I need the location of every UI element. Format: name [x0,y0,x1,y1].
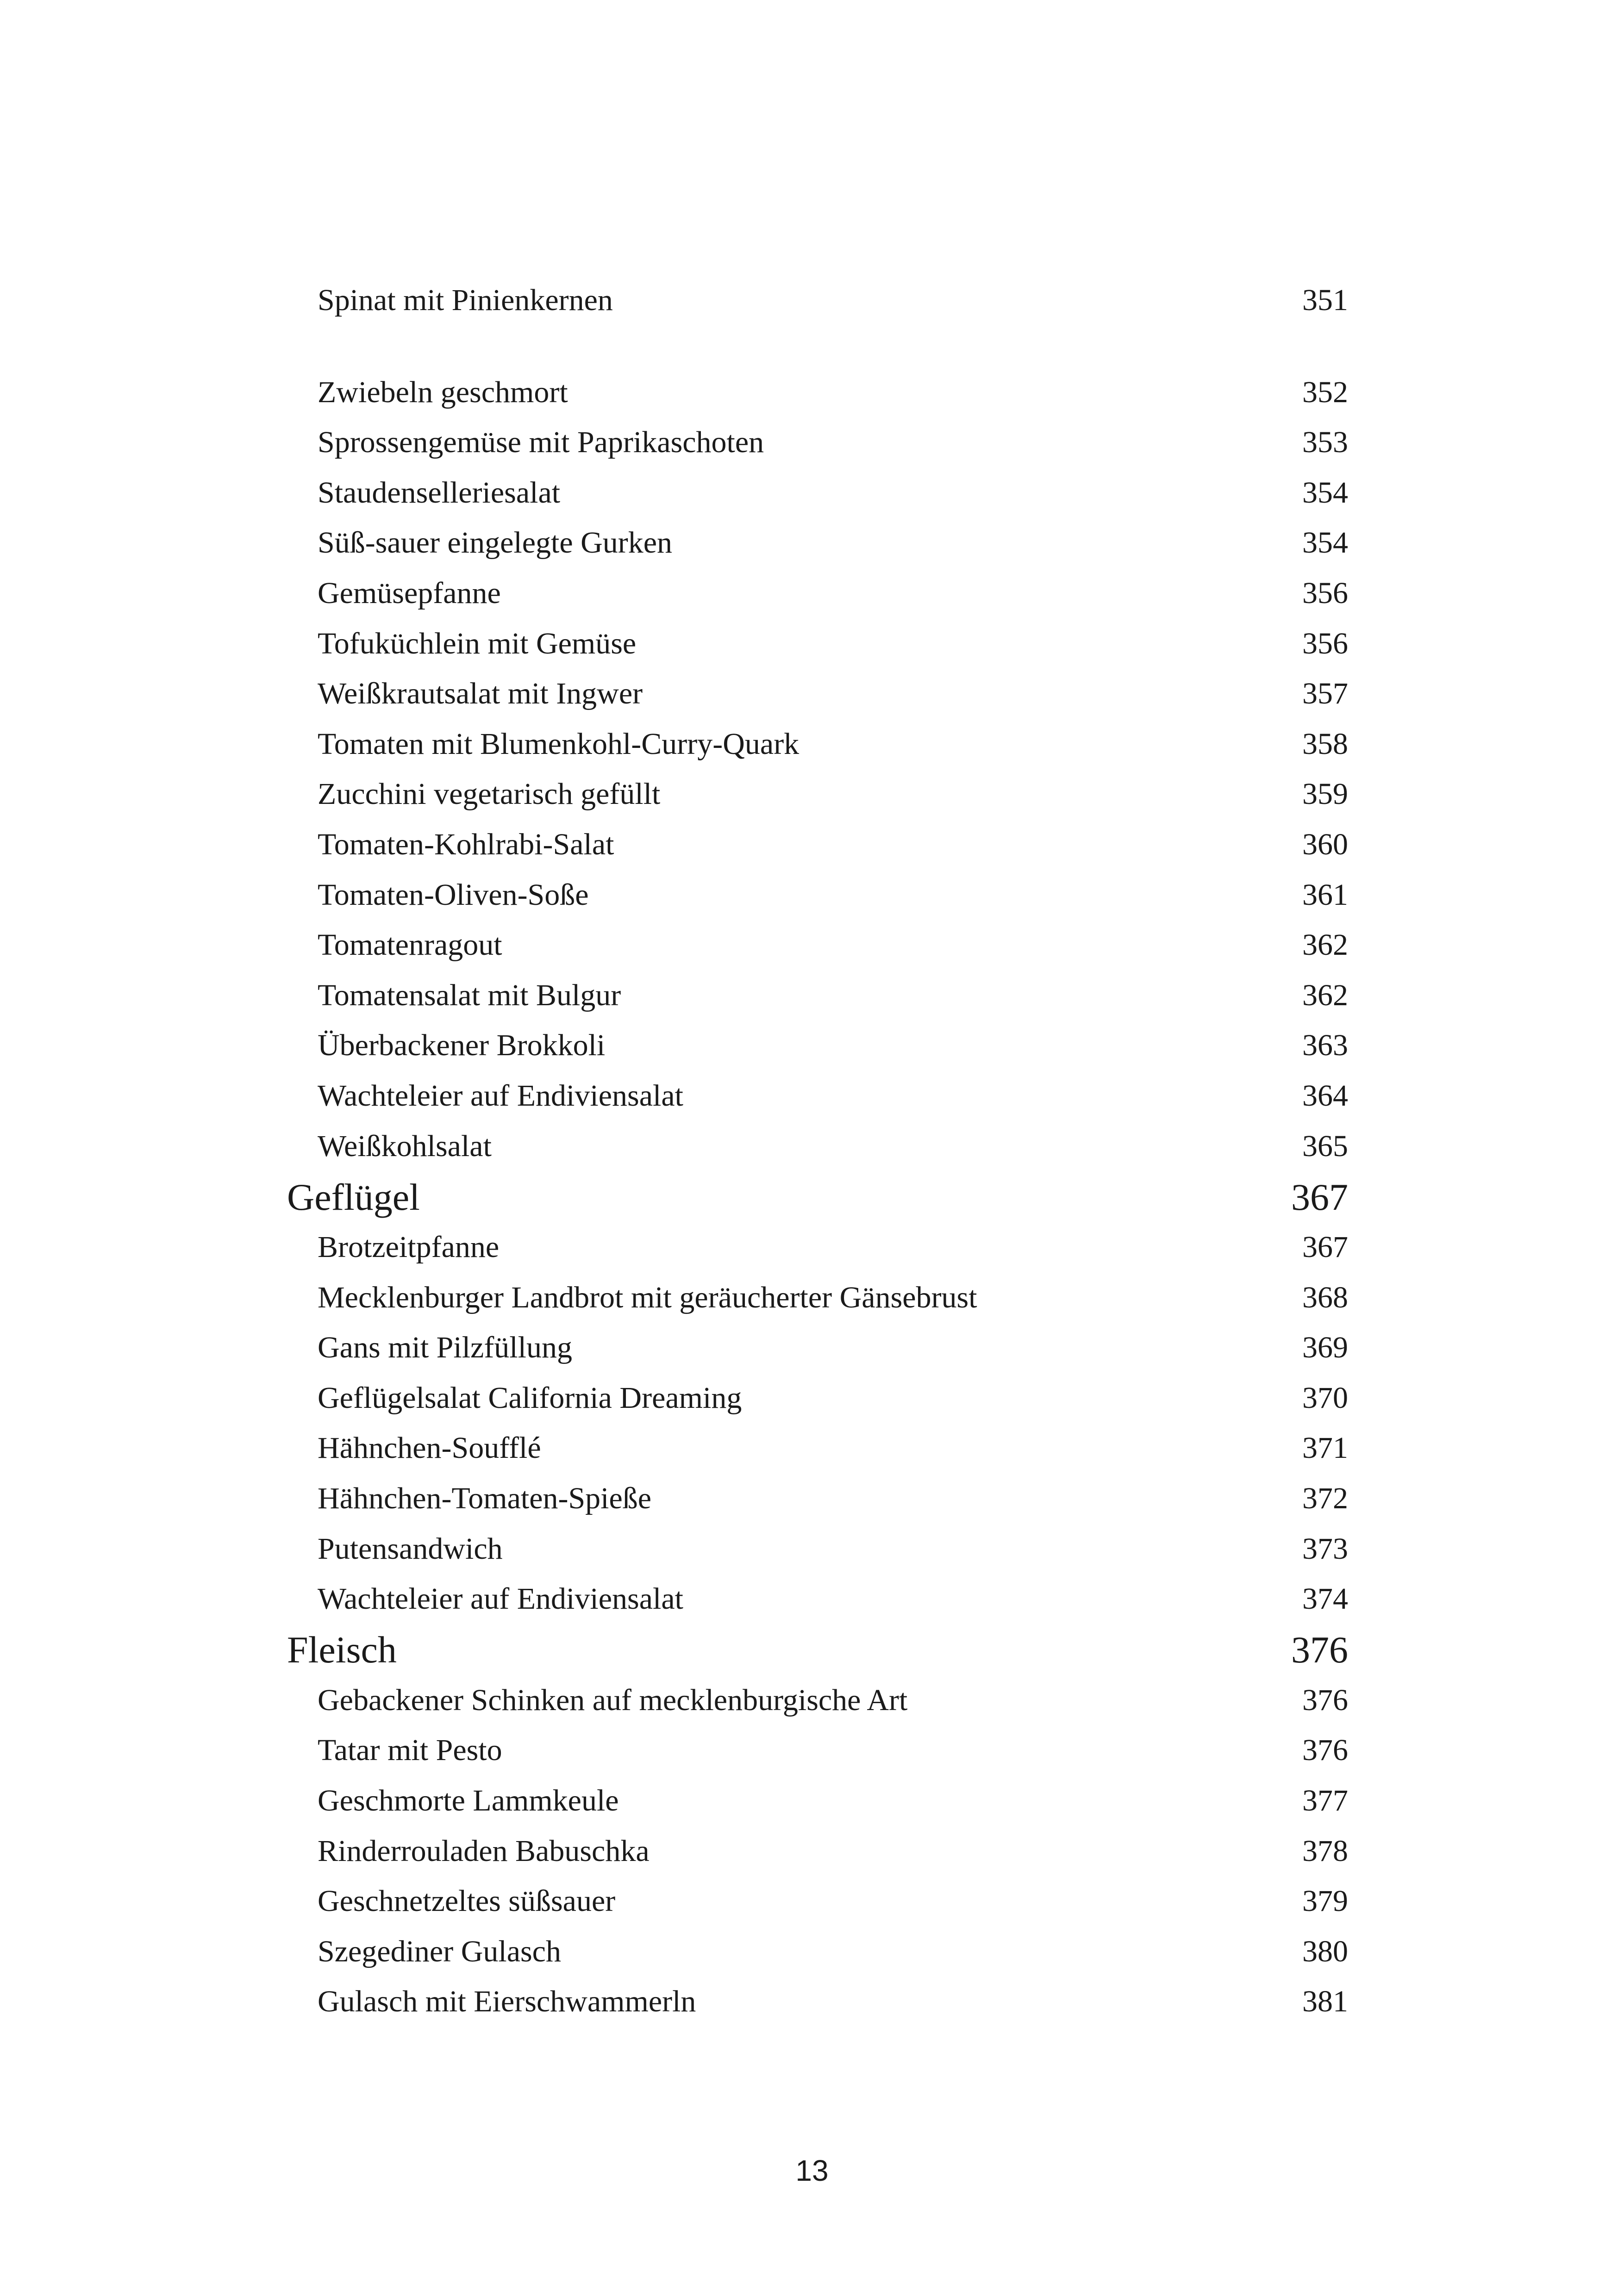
entry-page-number: 362 [1302,928,1348,962]
entry-page-number: 376 [1302,1733,1348,1767]
entry-page-number: 351 [1302,283,1348,317]
toc-entry [287,1577,1348,1628]
section-title: Geflügel [287,1176,420,1218]
toc-entry [287,1074,1348,1124]
entry-title: Tofuküchlein mit Gemüse [318,626,637,660]
toc-entry [287,923,1348,974]
toc-entry [287,421,1348,471]
entry-title: Mecklenburger Landbrot mit geräucherter Gänsebrust [318,1280,977,1314]
entry-page-number: 381 [1302,1985,1348,2019]
entry-page-number: 372 [1302,1481,1348,1516]
entry-title: Szegediner Gulasch [318,1934,561,1968]
entry-title: Weißkrautsalat mit Ingwer [318,677,643,711]
entry-page-number: 376 [1302,1683,1348,1717]
entry-title: Wachteleier auf Endiviensalat [318,1582,683,1616]
section-page-number: 367 [1291,1176,1348,1218]
entry-page-number: 371 [1302,1431,1348,1465]
entry-page-number: 379 [1302,1884,1348,1918]
entry-title: Gans mit Pilzfüllung [318,1331,572,1365]
toc-entry [287,973,1348,1024]
entry-title: Weißkohlsalat [318,1129,492,1163]
toc-entry [287,571,1348,622]
entry-title: Putensandwich [318,1531,503,1566]
entry-title: Tatar mit Pesto [318,1733,502,1767]
entry-page-number: 354 [1302,475,1348,510]
entry-page-number: 356 [1302,626,1348,660]
entry-title: Brotzeitpfanne [318,1230,500,1264]
entry-page-number: 360 [1302,827,1348,861]
toc-entry [287,1879,1348,1930]
entry-title: Zwiebeln geschmort [318,375,568,409]
entry-title: Geflügelsalat California Dreaming [318,1381,742,1415]
entry-title: Geschmorte Lammkeule [318,1784,619,1818]
toc-entry [287,521,1348,572]
toc-entry [287,1678,1348,1729]
toc-entry [287,822,1348,873]
toc-entry [287,722,1348,772]
entry-title: Gebackener Schinken auf mecklenburgische Art [318,1683,908,1717]
entry-title: Süß-sauer eingelegte Gurken [318,526,673,560]
toc-entry [287,1276,1348,1326]
entry-page-number: 378 [1302,1834,1348,1868]
entry-page-number: 370 [1302,1381,1348,1415]
toc-entry [287,1829,1348,1879]
toc-entry [287,370,1348,421]
toc-section-heading [287,1175,1348,1226]
entry-title: Gulasch mit Eierschwammerln [318,1985,696,2019]
entry-page-number: 359 [1302,777,1348,811]
toc-entry [287,1376,1348,1426]
entry-title: Überbackener Brokkoli [318,1028,606,1063]
entry-page-number: 354 [1302,526,1348,560]
table-of-contents [287,283,1348,2030]
entry-title: Tomatenragout [318,928,502,962]
toc-entry [287,672,1348,722]
entry-title: Tomaten mit Blumenkohl-Curry-Quark [318,727,800,761]
entry-title: Zucchini vegetarisch gefüllt [318,777,661,811]
entry-title: Tomatensalat mit Bulgur [318,978,621,1012]
toc-entry [287,1226,1348,1276]
entry-page-number: 373 [1302,1531,1348,1566]
entry-page-number: 358 [1302,727,1348,761]
entry-page-number: 363 [1302,1028,1348,1063]
entry-page-number: 369 [1302,1331,1348,1365]
toc-entry [287,1426,1348,1477]
toc-entry [287,471,1348,521]
toc-entry [287,1929,1348,1980]
entry-title: Gemüsepfanne [318,576,501,610]
toc-entry [287,1779,1348,1829]
toc-entry [287,1124,1348,1175]
entry-page-number: 352 [1302,375,1348,409]
entry-page-number: 365 [1302,1129,1348,1163]
entry-page-number: 357 [1302,677,1348,711]
entry-page-number: 377 [1302,1784,1348,1818]
toc-entry [287,1476,1348,1527]
section-title: Fleisch [287,1629,397,1671]
toc-entry [287,1024,1348,1074]
entry-page-number: 356 [1302,576,1348,610]
toc-entry [287,873,1348,923]
entry-title: Staudenselleriesalat [318,475,561,510]
entry-title: Hähnchen-Tomaten-Spieße [318,1481,652,1516]
toc-entry [287,1729,1348,1779]
entry-title: Rinderrouladen Babuschka [318,1834,650,1868]
entry-title: Spinat mit Pinienkernen [318,283,613,317]
entry-page-number: 361 [1302,877,1348,912]
entry-page-number: 353 [1302,425,1348,460]
page-number: 13 [795,2154,829,2187]
toc-entry [287,772,1348,823]
entry-page-number: 368 [1302,1280,1348,1314]
entry-title: Wachteleier auf Endiviensalat [318,1078,683,1113]
entry-page-number: 367 [1302,1230,1348,1264]
entry-page-number: 380 [1302,1934,1348,1968]
toc-entry [287,1980,1348,2030]
toc-entry [287,1527,1348,1577]
toc-entry [287,283,1348,329]
entry-title: Tomaten-Oliven-Soße [318,877,589,912]
entry-title: Tomaten-Kohlrabi-Salat [318,827,614,861]
entry-title: Hähnchen-Soufflé [318,1431,541,1465]
entry-title: Geschnetzeltes süßsauer [318,1884,616,1918]
entry-title: Sprossengemüse mit Paprikaschoten [318,425,764,460]
entry-page-number: 374 [1302,1582,1348,1616]
toc-entry [287,1326,1348,1376]
toc-entry [287,622,1348,672]
section-page-number: 376 [1291,1629,1348,1671]
toc-section-heading [287,1627,1348,1678]
entry-page-number: 362 [1302,978,1348,1012]
entry-page-number: 364 [1302,1078,1348,1113]
